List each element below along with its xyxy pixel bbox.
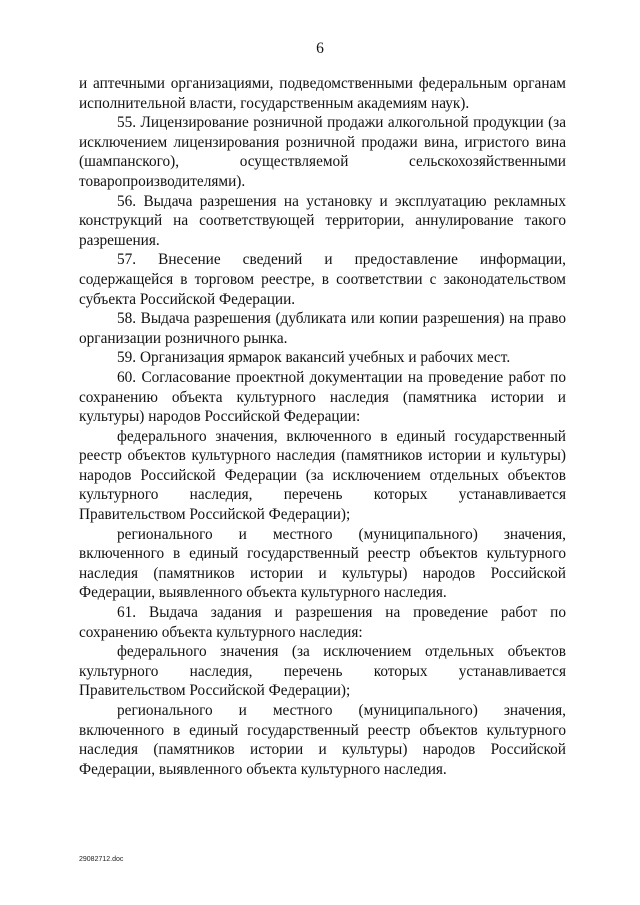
paragraph-item-60-federal: федерального значения, включенного в единый государственный реестр объектов культурного наследия (памятников истории и культуры) народов Российской Федерации (за исключением отдельных объектов культурного наследия, перечень которых устанавливается Правительством Российской Федерации); xyxy=(79,427,566,524)
paragraph-item-61: 61. Выдача задания и разрешения на проведение работ по сохранению объекта культурного наследия: xyxy=(79,604,566,641)
paragraph-item-56: 56. Выдача разрешения на установку и эксплуатацию рекламных конструкций на соответствующей территории, аннулирование такого разрешения. xyxy=(79,192,566,249)
paragraph-item-57: 57. Внесение сведений и предоставление информации, содержащейся в торговом реестре, в соответствии с законодательством субъекта Российской Федерации. xyxy=(79,251,566,308)
paragraph-item-55: 55. Лицензирование розничной продажи алкогольной продукции (за исключением лицензирования розничной продажи вина, игристого вина (шампанского), осуществляемой сельскохозяйственными товаропроизводителями). xyxy=(79,114,566,190)
page-number: 6 xyxy=(316,40,324,57)
paragraph-item-60-regional: регионального и местного (муниципального) значения, включенного в единый государственный реестр объектов культурного наследия (памятников истории и культуры) народов Российской Федерации, выявленного объекта культурного наследия. xyxy=(79,525,566,602)
document-body xyxy=(79,74,566,779)
paragraph-item-61-federal: федерального значения (за исключением отдельных объектов культурного наследия, перечень которых устанавливается Правительством Российской Федерации); xyxy=(79,643,566,700)
paragraph-item-59: 59. Организация ярмарок вакансий учебных и рабочих мест. xyxy=(117,349,511,367)
paragraph: и аптечными организациями, подведомственными федеральным органам исполнительной власти, государственным академиям наук). xyxy=(79,75,566,112)
paragraph-item-58: 58. Выдача разрешения (дубликата или копии разрешения) на право организации розничного рынка. xyxy=(79,310,566,347)
paragraph-item-60: 60. Согласование проектной документации на проведение работ по сохранению объекта культурного наследия (памятника истории и культуры) народов Российской Федерации: xyxy=(79,368,566,426)
footer-document-code: 29082712.doc xyxy=(79,856,124,863)
paragraph-item-61-regional: регионального и местного (муниципального) значения, включенного в единый государственный реестр объектов культурного наследия (памятников истории и культуры) народов Российской Федерации, выявленного объекта культурного наследия. xyxy=(79,702,566,778)
